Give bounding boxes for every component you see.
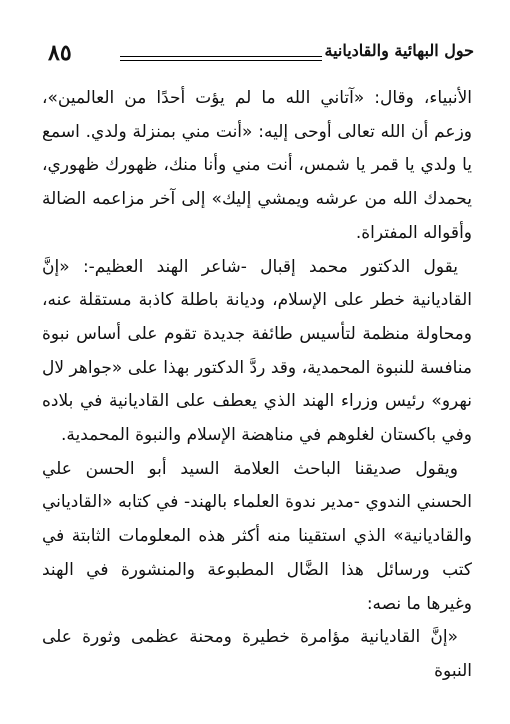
header-rule	[120, 56, 322, 57]
paragraph-nadwi: ويقول صديقنا الباحث العلامة السيد أبو الحسن علي الحسني الندوي -مدير ندوة العلماء بالهند- في كتابه «القادياني والقاديانية» الذي استقينا منه أكثر هذه المعلومات الثابتة في كتب ورسائل هذا الضَّال المطبوعة والمنشورة في الهند وغيرها ما نصه:	[42, 458, 472, 614]
running-title: حول البهائية والقاديانية	[324, 41, 474, 60]
header-rule-double	[120, 60, 322, 61]
paragraph-iqbal-quote: يقول الدكتور محمد إقبال -شاعر الهند العظيم-: «إنَّ القاديانية خطر على الإسلام، وديانة باطلة كاذبة مستقلة عنه، ومحاولة منظمة لتأسيس طائفة جديدة تقوم على أساس نبوة منافسة للنبوة المحمدية، وقد ردَّ الدكتور بهذا على «جواهر لال نهرو» رئيس وزراء الهند الذي يعطف على القاديانية في بلاده وفي باكستان لغلوهم في مناهضة الإسلام والنبوة المحمدية.	[42, 256, 472, 446]
page-body	[42, 82, 472, 689]
paragraph-quote-start: «إنَّ القاديانية مؤامرة خطيرة ومحنة عظمى وثورة على النبوة	[42, 627, 472, 681]
page-header	[38, 36, 474, 72]
page-number: ٨٥	[48, 40, 72, 66]
paragraph-prophets: الأنبياء، وقال: «آتاني الله ما لم يؤت أحدًا من العالمين»، وزعم أن الله تعالى أوحى إليه: «أنت مني بمنزلة ولدي. اسمع يا ولدي يا قمر يا شمس، أنت مني وأنا منك، ظهورك ظهوري، يحمدك الله من عرشه ويمشي إليك» إلى آخر مزاعمه الضالة وأقواله المفتراة.	[42, 88, 472, 243]
